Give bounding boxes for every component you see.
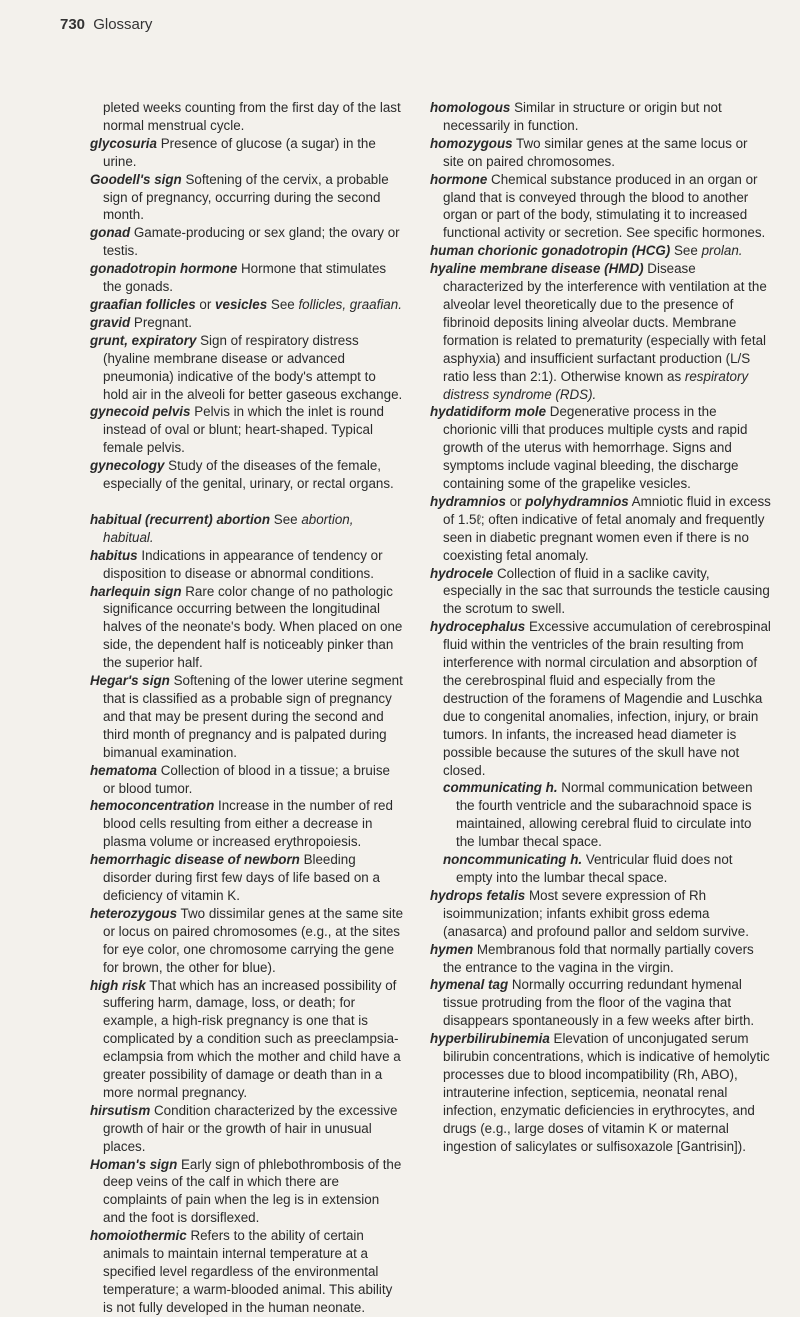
glossary-definition: Pregnant. xyxy=(130,314,192,330)
glossary-term: harlequin sign xyxy=(90,583,182,599)
glossary-definition: Gamate-producing or sex gland; the ovary or testis. xyxy=(103,225,400,259)
glossary-entry xyxy=(90,851,404,905)
glossary-entry xyxy=(90,905,404,977)
glossary-term: Goodell's sign xyxy=(90,171,182,187)
glossary-term: gonadotropin hormone xyxy=(90,261,238,277)
glossary-entry xyxy=(90,762,404,798)
glossary-entry xyxy=(90,583,404,673)
glossary-definition: Indications in appearance of tendency or disposition to disease or abnormal conditions. xyxy=(103,547,383,581)
glossary-term: habitus xyxy=(90,547,138,563)
glossary-term: homozygous xyxy=(430,135,513,151)
glossary-entry xyxy=(90,672,404,762)
cross-reference: abortion, habitual. xyxy=(103,511,354,545)
glossary-entry xyxy=(430,887,772,941)
cross-reference: prolan. xyxy=(701,243,743,259)
glossary-term: hemorrhagic disease of newborn xyxy=(90,852,300,868)
glossary-entry xyxy=(430,260,772,403)
glossary-term: Homan's sign xyxy=(90,1156,178,1172)
glossary-definition: Normal communication between the fourth ventricle and the subarachnoid space is maintained, allowing cerebral fluid to circulate into the lumbar thecal space. xyxy=(456,780,753,850)
glossary-definition: or xyxy=(195,296,216,312)
glossary-term: hydramnios xyxy=(430,493,506,509)
glossary-term: hormone xyxy=(430,171,488,187)
glossary-entry xyxy=(90,511,404,547)
glossary-definition: Collection of blood in a tissue; a bruise or blood tumor. xyxy=(103,762,390,796)
glossary-entry xyxy=(430,618,772,779)
glossary-definition: Pelvis in which the inlet is round instead of oval or blunt; heart-shaped. Typical female pelvis. xyxy=(103,404,384,456)
right-column xyxy=(430,99,772,1155)
glossary-entry xyxy=(90,977,404,1102)
glossary-definition: Presence of glucose (a sugar) in the urine. xyxy=(103,135,376,169)
glossary-definition: Softening of the lower uterine segment that is classified as a probable sign of pregnancy and that may be present during the second and third month of pregnancy and is palpated during bimanual examination. xyxy=(103,673,403,760)
glossary-entry xyxy=(430,976,772,1030)
glossary-definition: Two similar genes at the same locus or site on paired chromosomes. xyxy=(443,135,748,169)
glossary-definition: See xyxy=(270,511,302,527)
glossary-term: homologous xyxy=(430,100,511,115)
glossary-definition: Normally occurring redundant hymenal tissue protruding from the floor of the vagina that disappears spontaneously in a few weeks after birth. xyxy=(443,977,755,1029)
glossary-entry xyxy=(90,99,404,135)
glossary-term: Hegar's sign xyxy=(90,673,170,689)
glossary-entry xyxy=(90,403,404,457)
glossary-term: hydrocephalus xyxy=(430,619,526,635)
glossary-entry xyxy=(430,242,772,260)
glossary-term: hydrocele xyxy=(430,565,494,581)
glossary-term: noncommunicating h. xyxy=(443,852,583,868)
glossary-term: glycosuria xyxy=(90,135,157,151)
glossary-definition: Increase in the number of red blood cells resulting from either a decrease in plasma volume or increased erythropoiesis. xyxy=(103,798,393,850)
glossary-term: hemoconcentration xyxy=(90,798,215,814)
glossary-entry xyxy=(90,1227,404,1317)
running-head: Glossary xyxy=(93,16,153,33)
glossary-entry xyxy=(430,1030,772,1155)
glossary-definition: Elevation of unconjugated serum bilirubin concentrations, which is indicative of hemolytic processes due to blood incompatibility (Rh, ABO), intrauterine infection, septicemia, neonatal renal infection, enzymatic deficiencies in erythrocytes, and drugs (e.g., large doses of vitamin K or maternal ingestion of salicylates or sulfisoxazole [Gantrisin]). xyxy=(443,1031,770,1154)
glossary-term: graafian follicles xyxy=(90,296,196,312)
glossary-definition: Two dissimilar genes at the same site or locus on paired chromosomes (e.g., at the sites for eye color, one chromosome carrying the gene for brown, the other for blue). xyxy=(103,905,404,975)
glossary-definition: Study of the diseases of the female, especially of the genital, urinary, or rectal organs. xyxy=(103,458,394,492)
glossary-entry xyxy=(90,1102,404,1156)
glossary-entry xyxy=(90,332,404,404)
glossary-entry xyxy=(90,135,404,171)
glossary-term: hyaline membrane disease (HMD) xyxy=(430,261,644,277)
glossary-term: hematoma xyxy=(90,762,157,778)
glossary-entry xyxy=(430,493,772,565)
glossary-term: gonad xyxy=(90,225,131,241)
cross-reference: respiratory distress syndrome (RDS). xyxy=(443,368,749,402)
glossary-entry xyxy=(430,135,772,171)
glossary-term: human chorionic gonadotropin (HCG) xyxy=(430,243,671,259)
glossary-definition: That which has an increased possibility of suffering harm, damage, loss, or death; for example, a high-risk pregnancy is one that is complicated by a condition such as preeclampsia-eclampsia from which the mother and child have a greater possibility of damage or death than in a more normal pregnancy. xyxy=(103,977,401,1100)
glossary-entry xyxy=(430,779,772,851)
glossary-entry xyxy=(90,260,404,296)
glossary-entry xyxy=(430,171,772,243)
glossary-entry xyxy=(90,224,404,260)
glossary-definition: Amniotic fluid in excess of 1.5ℓ; often indicative of fetal anomaly and frequently seen in diabetic pregnant women even if there is no coexisting fetal anomaly. xyxy=(443,493,771,563)
glossary-term: gravid xyxy=(90,314,131,330)
glossary-term-alt: polyhydramnios xyxy=(525,493,629,509)
glossary-term: gynecology xyxy=(90,458,165,474)
glossary-definition: Similar in structure or origin but not necessarily in function. xyxy=(443,100,722,133)
glossary-entry xyxy=(90,1156,404,1228)
glossary-entry xyxy=(90,314,404,332)
glossary-definition: Softening of the cervix, a probable sign of pregnancy, occurring during the second month. xyxy=(103,171,389,223)
glossary-definition: Refers to the ability of certain animals to maintain internal temperature at a specified level regardless of the environmental temperature; a warm-blooded animal. This ability is not fully developed in the human neonate. xyxy=(103,1228,393,1315)
page-header xyxy=(60,16,152,33)
glossary-entry xyxy=(90,797,404,851)
glossary-term: hirsutism xyxy=(90,1102,151,1118)
glossary-definition: Collection of fluid in a saclike cavity, especially in the sac that surrounds the testicle causing the scrotum to swell. xyxy=(443,565,770,617)
glossary-definition: Excessive accumulation of cerebrospinal fluid within the ventricles of the brain resulting from interference with normal circulation and absorption of the cerebrospinal fluid and especially from the destruction of the foramens of Magendie and Luschka due to congenital anomalies, infection, injury, or brain tumors. In infants, the increased head diameter is possible because the sutures of the skull have not closed. xyxy=(443,619,771,778)
glossary-definition: Hormone that stimulates the gonads. xyxy=(103,261,387,295)
glossary-definition: Degenerative process in the chorionic villi that produces multiple cysts and rapid growth of the uterus with hemorrhage. Signs and symptoms include vaginal bleeding, the discharge containing some of the grapelike vesicles. xyxy=(443,404,748,492)
glossary-term: communicating h. xyxy=(443,780,558,796)
glossary-entry xyxy=(430,851,772,887)
glossary-entry xyxy=(90,296,404,314)
glossary-term: grunt, expiratory xyxy=(90,332,197,348)
glossary-definition: Bleeding disorder during first few days of life based on a deficiency of vitamin K. xyxy=(103,852,380,903)
glossary-term: hymenal tag xyxy=(430,977,509,993)
glossary-definition: Chemical substance produced in an organ or gland that is conveyed through the blood to another organ or part of the body, stimulating it to increased functional activity or secretion. See specific hormones. xyxy=(443,171,766,241)
left-column xyxy=(90,99,404,1317)
glossary-term: hydatidiform mole xyxy=(430,404,547,420)
glossary-term: hyperbilirubinemia xyxy=(430,1031,550,1047)
glossary-definition: Early sign of phlebothrombosis of the deep veins of the calf in which there are complaints of pain when the leg is in extension and the foot is dorsiflexed. xyxy=(103,1156,402,1226)
page-number: 730 xyxy=(60,16,86,33)
glossary-definition: Rare color change of no pathologic significance occurring between the longitudinal halves of the neonate's body. When placed on one side, the dependent half is noticeably pinker than the superior half. xyxy=(103,583,403,671)
glossary-term: hymen xyxy=(430,941,474,957)
glossary-term: habitual (recurrent) abortion xyxy=(90,511,271,527)
glossary-definition: Condition characterized by the excessive growth of hair or the growth of hair in unusual places. xyxy=(103,1102,398,1154)
glossary-definition: Disease characterized by the interference with ventilation at the alveolar level theoretically due to the presence of fibrinoid deposits lining alveolar ducts. Membrane formation is related to prematurity (especially with fetal asphyxia) and insufficient surfactant production (L/S ratio less than 2:1). Otherwise known as xyxy=(443,261,767,384)
glossary-entry xyxy=(430,99,772,135)
glossary-term: heterozygous xyxy=(90,905,178,921)
cross-reference: follicles, graafian. xyxy=(298,296,402,312)
glossary-term: gynecoid pelvis xyxy=(90,404,191,420)
glossary-definition: Most severe expression of Rh isoimmunization; infants exhibit gross edema (anasarca) and profound pallor and seldom survive. xyxy=(443,887,749,939)
glossary-definition: Ventricular fluid does not empty into the lumbar thecal space. xyxy=(456,852,733,885)
glossary-definition: Membranous fold that normally partially covers the entrance to the vagina in the virgin. xyxy=(443,941,754,975)
glossary-entry xyxy=(430,941,772,977)
glossary-term-alt: vesicles xyxy=(215,296,268,312)
glossary-entry xyxy=(90,457,404,493)
glossary-entry xyxy=(90,171,404,225)
glossary-entry xyxy=(430,403,772,493)
glossary-entry xyxy=(90,547,404,583)
glossary-term: homoiothermic xyxy=(90,1228,187,1244)
glossary-definition: Sign of respiratory distress (hyaline membrane disease or advanced pneumonia) indicative of the body's attempt to hold air in the alveoli for better gaseous exchange. xyxy=(103,332,403,402)
glossary-definition: See xyxy=(670,243,702,259)
glossary-entry xyxy=(430,565,772,619)
glossary-term: hydrops fetalis xyxy=(430,887,526,903)
glossary-definition: or xyxy=(505,493,526,509)
glossary-definition: See xyxy=(267,296,299,312)
glossary-term: high risk xyxy=(90,977,146,993)
glossary-definition: pleted weeks counting from the first day of the last normal menstrual cycle. xyxy=(103,100,401,133)
